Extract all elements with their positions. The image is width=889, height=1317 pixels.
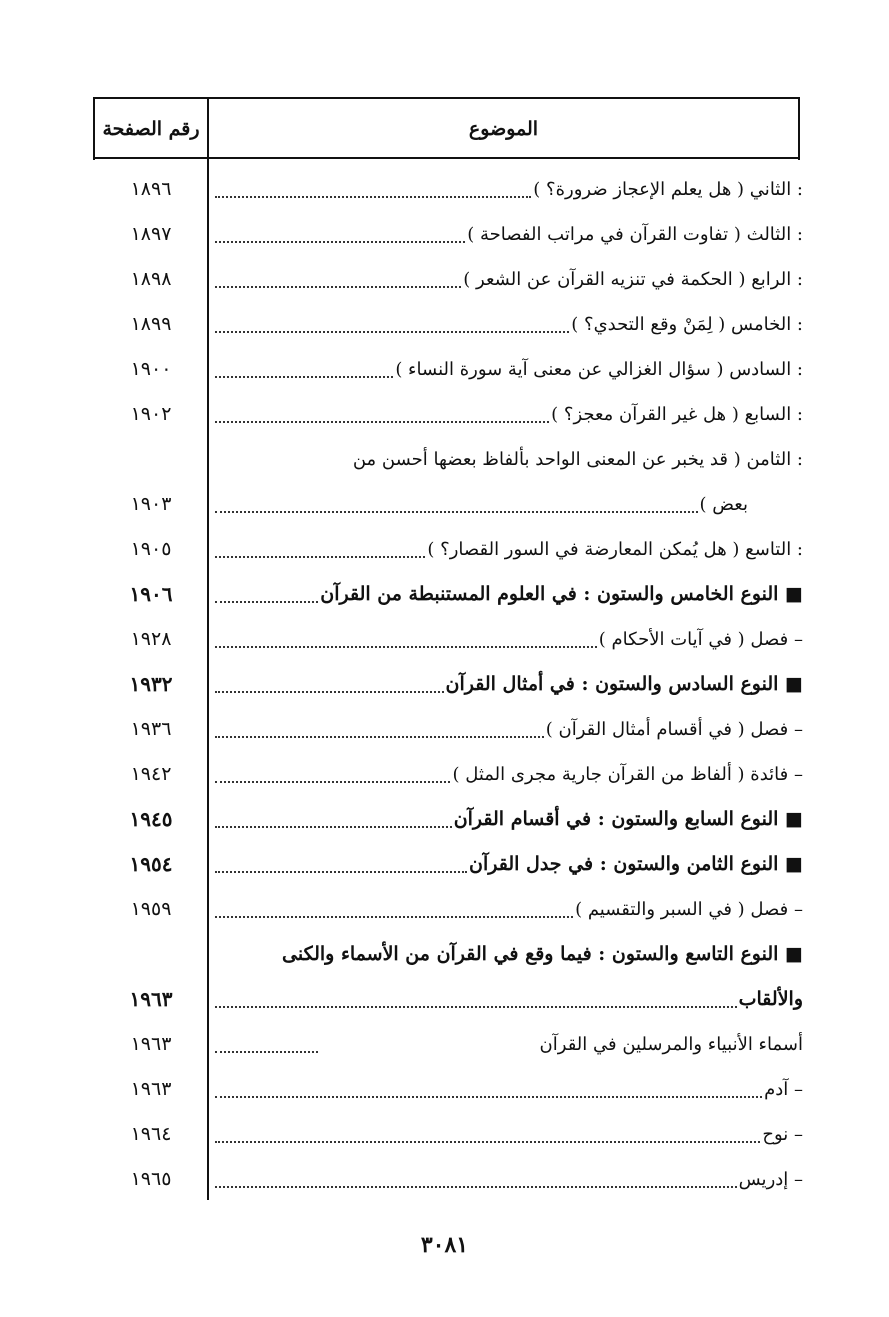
toc-entry-text: والألقاب	[738, 988, 803, 1010]
toc-row	[95, 347, 803, 391]
dot-leader	[215, 1096, 762, 1098]
toc-row	[95, 1157, 803, 1201]
toc-entry	[215, 977, 803, 1021]
toc-page-number: ١٩٤٢	[130, 763, 172, 785]
toc-page-number: ١٨٩٩	[130, 313, 172, 335]
toc-page-number: ١٩٠٣	[130, 493, 172, 515]
toc-entry-text: : الرابع ( الحكمة في تنزيه القرآن عن الشعر )	[463, 268, 803, 290]
dot-leader	[215, 826, 452, 828]
dot-leader	[215, 1141, 760, 1143]
toc-page-number: ١٩٠٠	[130, 358, 172, 380]
toc-row	[95, 662, 803, 706]
toc-entry	[215, 527, 803, 571]
toc-page-number: ١٩٣٦	[130, 718, 172, 740]
toc-entry-text: ■ النوع الثامن والستون : في جدل القرآن	[469, 853, 803, 875]
toc-page-number: ١٩٠٢	[130, 403, 172, 425]
toc-entry	[215, 482, 748, 526]
toc-page-number: ١٩٦٤	[130, 1123, 172, 1145]
toc-entry	[215, 257, 803, 301]
toc-row	[95, 392, 803, 436]
toc-entry-text: ■ النوع السادس والستون : في أمثال القرآن	[445, 673, 803, 695]
toc-row	[95, 842, 803, 886]
toc-page-number: ١٨٩٨	[130, 268, 172, 290]
toc-entry	[215, 212, 803, 256]
toc-row	[95, 482, 803, 526]
toc-entry-text: – فصل ( في أقسام أمثال القرآن )	[545, 718, 803, 740]
header-bottom-border	[93, 157, 800, 159]
toc-entry-text: : الثاني ( هل يعلم الإعجاز ضرورة؟ )	[533, 178, 803, 200]
toc-row	[95, 527, 803, 571]
toc-entry	[215, 842, 803, 886]
toc-entry-text: : السادس ( سؤال الغزالي عن معنى آية سورة النساء )	[395, 358, 803, 380]
toc-row	[95, 887, 803, 931]
toc-page-number: ١٩٦٣	[129, 987, 173, 1011]
toc-entry-text: ■ النوع التاسع والستون : فيما وقع في القرآن من الأسماء والكنى	[282, 943, 803, 965]
toc-entry	[215, 707, 803, 751]
toc-page-number: ١٨٩٦	[130, 178, 172, 200]
dot-leader	[215, 1006, 737, 1008]
toc-row	[95, 932, 803, 976]
toc-entry-text: – فصل ( في السبر والتقسيم )	[575, 898, 803, 920]
header-topic: الموضوع	[468, 117, 539, 140]
toc-page-number	[95, 932, 207, 976]
dot-leader	[215, 646, 597, 648]
header-page-number: رقم الصفحة	[102, 117, 200, 140]
toc-row	[95, 707, 803, 751]
toc-entry-text: – فصل ( في آيات الأحكام )	[598, 628, 803, 650]
toc-row	[95, 617, 803, 661]
toc-page-number: ١٩٦٣	[130, 1078, 172, 1100]
toc-entry-text: : التاسع ( هل يُمكن المعارضة في السور القصار؟ )	[427, 538, 803, 560]
toc-entry	[215, 302, 803, 346]
toc-entry	[215, 1157, 803, 1201]
toc-entry	[215, 662, 803, 706]
toc-page-number: ١٩٥٤	[129, 852, 173, 876]
toc-row	[95, 1112, 803, 1156]
toc-entry	[215, 437, 803, 481]
toc-entry	[215, 797, 803, 841]
toc-row	[95, 167, 803, 211]
toc-entry-text: ■ النوع السابع والستون : في أقسام القرآن	[453, 808, 803, 830]
table-top-border	[93, 97, 800, 99]
dot-leader	[215, 781, 450, 783]
toc-entry	[215, 887, 803, 931]
toc-page-number: ١٨٩٧	[130, 223, 172, 245]
dot-leader	[215, 421, 549, 423]
toc-entry	[215, 752, 803, 796]
toc-entry-text: : الثامن ( قد يخبر عن المعنى الواحد بألفاظ بعضها أحسن من	[352, 448, 803, 470]
dot-leader	[215, 736, 544, 738]
dot-leader	[215, 511, 698, 513]
dot-leader	[215, 1051, 318, 1053]
dot-leader	[215, 241, 465, 243]
toc-entry-text: – آدم	[764, 1078, 803, 1100]
toc-page-number	[95, 437, 207, 481]
page-footer-number: ٣٠٨١	[420, 1232, 469, 1258]
dot-leader	[215, 196, 531, 198]
toc-page-number: ١٩٢٨	[130, 628, 172, 650]
toc-row	[95, 977, 803, 1021]
toc-entry-text: : الثالث ( تفاوت القرآن في مراتب الفصاحة )	[467, 223, 803, 245]
toc-entry-text: – نوح	[762, 1123, 803, 1145]
dot-leader	[215, 1186, 737, 1188]
toc-entry	[215, 392, 803, 436]
toc-entry	[215, 1067, 803, 1111]
toc-entry-text: – إدريس	[738, 1168, 803, 1190]
toc-entry	[215, 572, 803, 616]
dot-leader	[215, 691, 444, 693]
toc-row	[95, 437, 803, 481]
toc-entry	[215, 167, 803, 211]
toc-entry	[215, 617, 803, 661]
toc-page-number: ١٩٣٢	[129, 672, 173, 696]
dot-leader	[215, 871, 467, 873]
toc-row	[95, 212, 803, 256]
toc-entry	[215, 1022, 803, 1066]
toc-row	[95, 257, 803, 301]
toc-entry-text: : السابع ( هل غير القرآن معجز؟ )	[551, 403, 803, 425]
toc-page-number: ١٩٠٦	[129, 582, 173, 606]
toc-page-number: ١٩٦٥	[130, 1168, 172, 1190]
dot-leader	[215, 286, 461, 288]
toc-entry-text: : الخامس ( لِمَنْ وقع التحدي؟ )	[571, 313, 803, 335]
toc-page-number: ١٩٠٥	[130, 538, 172, 560]
toc-entry-text: ■ النوع الخامس والستون : في العلوم المستنبطة من القرآن	[320, 583, 803, 605]
toc-row	[95, 1067, 803, 1111]
dot-leader	[215, 331, 569, 333]
toc-row	[95, 752, 803, 796]
toc-entry-text: بعض )	[699, 493, 748, 515]
toc-entry	[215, 347, 803, 391]
dot-leader	[215, 916, 573, 918]
toc-row	[95, 797, 803, 841]
toc-page-number: ١٩٤٥	[129, 807, 173, 831]
toc-row	[95, 572, 803, 616]
table-right-border	[798, 97, 800, 160]
toc-entry-text: أسماء الأنبياء والمرسلين في القرآن	[539, 1033, 803, 1055]
toc-page-number: ١٩٦٣	[130, 1033, 172, 1055]
toc-row	[95, 302, 803, 346]
toc-entry	[215, 932, 803, 976]
toc-page-number: ١٩٥٩	[130, 898, 172, 920]
dot-leader	[215, 376, 393, 378]
dot-leader	[215, 556, 425, 558]
toc-row	[95, 1022, 803, 1066]
dot-leader	[215, 601, 318, 603]
toc-entry-text: – فائدة ( ألفاظ من القرآن جارية مجرى المثل )	[452, 763, 803, 785]
toc-entry	[215, 1112, 803, 1156]
